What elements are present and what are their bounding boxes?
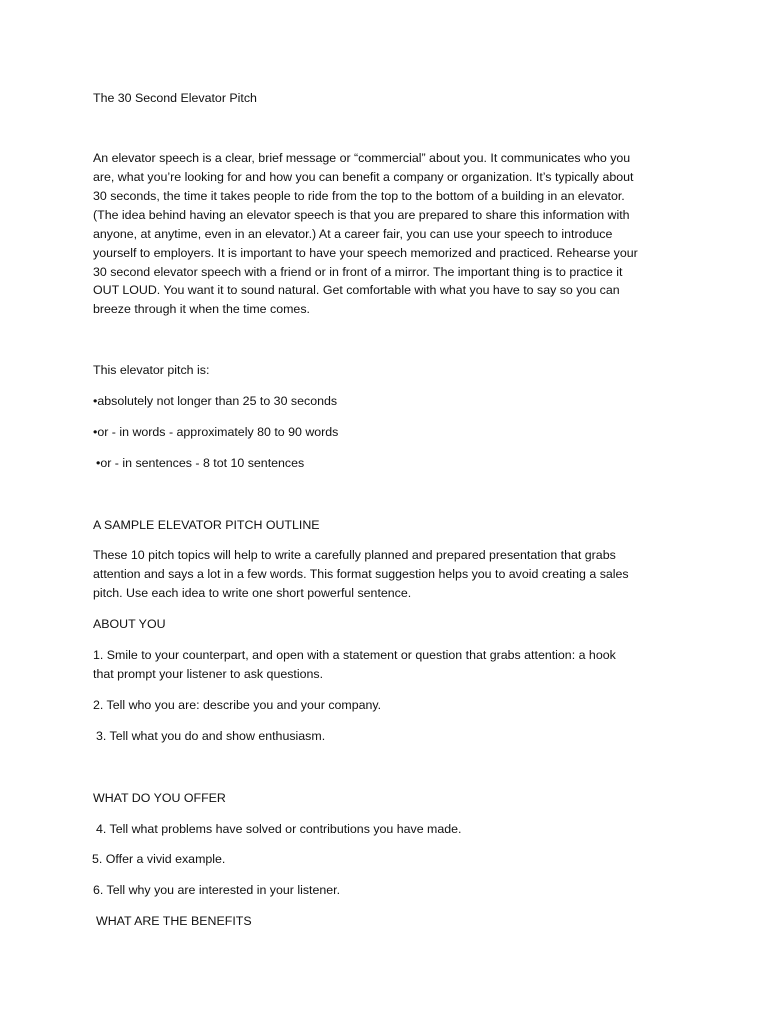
outline-item-5: 5. Offer a vivid example. [92,852,226,866]
intro-line: OUT LOUD. You want it to sound natural. Get comfortable with what you have to say so you can [93,283,620,297]
pitch-is-label: This elevator pitch is: [93,363,210,377]
outline-line: pitch. Use each idea to write one short powerful sentence. [93,586,412,600]
outline-item-3: 3. Tell what you do and show enthusiasm. [96,729,326,743]
section-heading-benefits: WHAT ARE THE BENEFITS [96,914,252,928]
section-heading-about: ABOUT YOU [93,617,166,631]
outline-item-1: 1. Smile to your counterpart, and open with a statement or question that grabs attention: a hook [93,648,616,662]
outline-item-2: 2. Tell who you are: describe you and your company. [93,698,382,712]
outline-item-1-cont: that prompt your listener to ask questions. [93,667,324,681]
intro-line: are, what you’re looking for and how you can benefit a company or organization. It’s typically about [93,170,634,184]
bullet-item: •absolutely not longer than 25 to 30 seconds [93,394,338,408]
section-heading-offer: WHAT DO YOU OFFER [93,791,226,805]
outline-item-4: 4. Tell what problems have solved or contributions you have made. [96,822,462,836]
intro-line: breeze through it when the time comes. [93,302,310,316]
intro-line: anyone, at anytime, even in an elevator.) At a career fair, you can use your speech to introduce [93,227,613,241]
intro-line: yourself to employers. It is important to have your speech memorized and practiced. Rehearse your [93,246,638,260]
intro-line: An elevator speech is a clear, brief message or “commercial” about you. It communicates who you [93,151,631,165]
intro-line: 30 second elevator speech with a friend or in front of a mirror. The important thing is to practice it [93,265,623,279]
document-title: The 30 Second Elevator Pitch [93,91,257,105]
intro-line: 30 seconds, the time it takes people to ride from the top to the bottom of a building in an elevator. [93,189,625,203]
outline-heading: A SAMPLE ELEVATOR PITCH OUTLINE [93,518,320,532]
outline-item-6: 6. Tell why you are interested in your listener. [93,883,341,897]
bullet-item: •or - in words - approximately 80 to 90 words [93,425,339,439]
bullet-item: •or - in sentences - 8 tot 10 sentences [96,456,305,470]
outline-line: attention and says a lot in a few words. This format suggestion helps you to avoid creating a sales [93,567,629,581]
outline-line: These 10 pitch topics will help to write a carefully planned and prepared presentation that grabs [93,548,616,562]
intro-line: (The idea behind having an elevator speech is that you are prepared to share this information with [93,208,630,222]
